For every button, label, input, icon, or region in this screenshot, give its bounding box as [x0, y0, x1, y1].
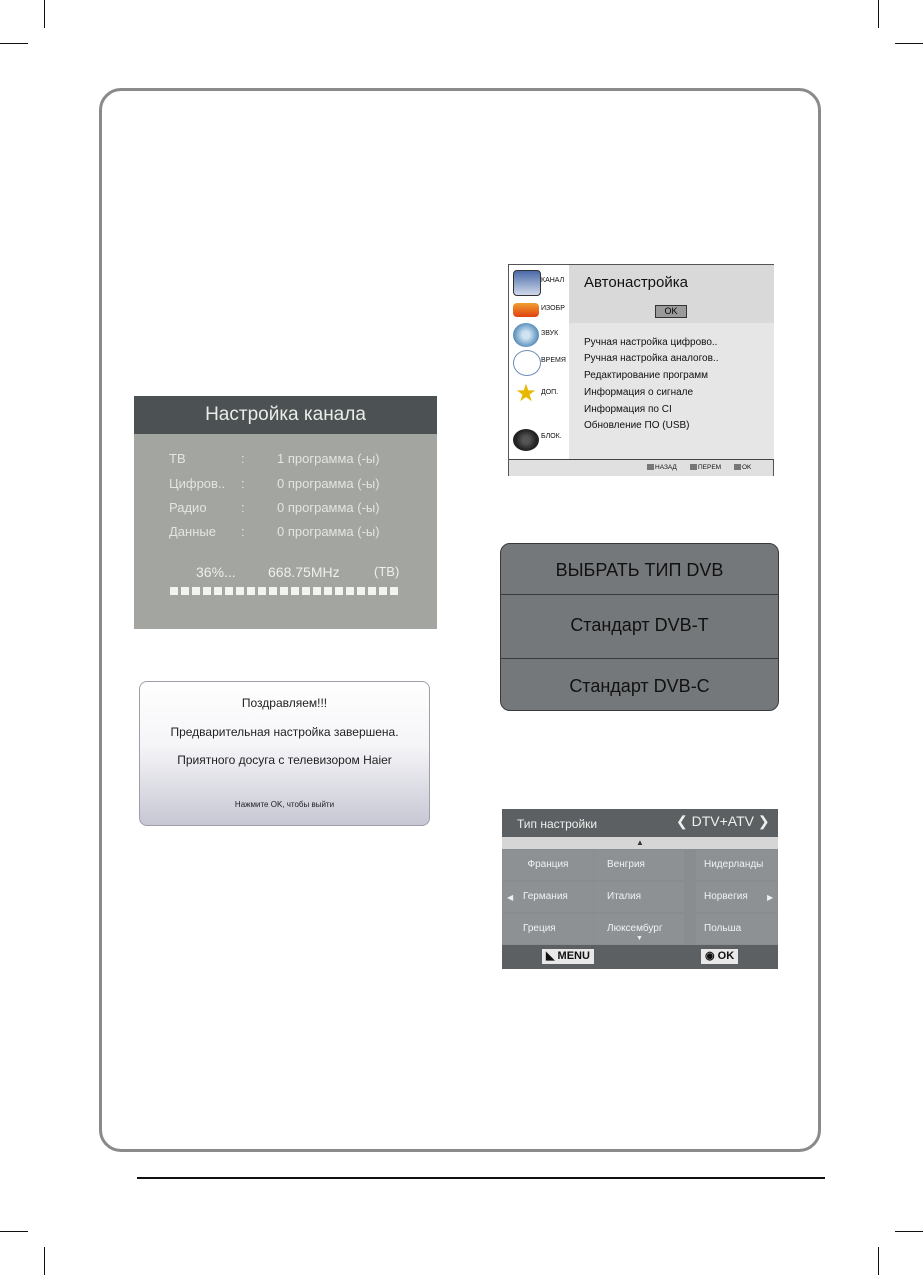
setup-complete-dialog [139, 681, 430, 826]
footer-move-label: ПЕРЕМ [698, 464, 722, 471]
progress-segment [236, 587, 244, 595]
crop-mark [878, 1247, 879, 1275]
crop-mark [0, 43, 28, 44]
move-icon [690, 464, 697, 470]
tuning-row-value: 1 программа (-ы) [277, 451, 380, 466]
progress-segment [390, 587, 398, 595]
scroll-up-icon[interactable]: ▲ [502, 837, 778, 849]
country-cell[interactable]: Люксембург [594, 914, 684, 944]
progress-segment [225, 587, 233, 595]
crop-mark [895, 1231, 923, 1232]
scroll-down-icon[interactable]: ▼ [636, 935, 643, 942]
footer-rule [137, 1177, 825, 1179]
tuning-type-selector[interactable]: ❮ DTV+ATV ❯ [676, 813, 770, 829]
dvb-type-dialog [500, 543, 779, 711]
congrats-heading: Поздравляем!!! [241, 696, 328, 710]
ok-button[interactable]: OK [655, 305, 687, 318]
menu-item-software-update[interactable]: Обновление ПО (USB) [584, 420, 690, 431]
country-cell[interactable]: Норвегия [696, 882, 777, 912]
picture-icon [513, 303, 539, 317]
divider [501, 594, 778, 595]
progress-segment [291, 587, 299, 595]
speaker-icon [513, 323, 539, 347]
progress-segment [170, 587, 178, 595]
progress-segment [313, 587, 321, 595]
footer-back-label: НАЗАД [655, 464, 677, 471]
progress-segment [280, 587, 288, 595]
menu-item-signal-info[interactable]: Информация о сигнале [584, 387, 694, 398]
footer-back [647, 464, 677, 471]
tuning-row-sep: : [241, 524, 245, 539]
progress-segment [346, 587, 354, 595]
tv-icon [513, 270, 541, 296]
tuning-type-value: DTV+ATV [691, 813, 754, 829]
congrats-wish: Приятного досуга с телевизором Haier [177, 753, 392, 767]
scroll-left-icon[interactable]: ◀ [507, 893, 514, 902]
menu-button[interactable] [542, 949, 594, 964]
tuning-row-label: ТВ [169, 451, 186, 466]
clock-icon [513, 350, 541, 376]
country-cell[interactable]: Греция [503, 914, 593, 944]
sidebar-item-label: ВРЕМЯ [541, 357, 566, 364]
crop-mark [0, 1231, 28, 1232]
tuning-row-sep: : [241, 500, 245, 515]
crop-mark [895, 43, 923, 44]
tuning-mode: (ТВ) [374, 564, 400, 579]
country-cell[interactable]: Венгрия [594, 850, 684, 880]
country-select-screen [502, 809, 778, 969]
progress-segment [203, 587, 211, 595]
tuning-row-label: Радио [169, 500, 207, 515]
country-cell[interactable]: Польша [696, 914, 777, 944]
country-cell[interactable]: Франция [503, 850, 593, 880]
progress-segment [379, 587, 387, 595]
menu-title-bar[interactable] [569, 265, 774, 302]
country-cell[interactable]: Германия [503, 882, 593, 912]
country-footer [502, 945, 778, 969]
channel-tuning-title: Настройка канала [134, 396, 437, 434]
sidebar-item-sound[interactable] [511, 320, 569, 350]
menu-item-manual-digital[interactable]: Ручная настройка цифрово.. [584, 337, 718, 348]
sidebar-item-label: БЛОК. [541, 433, 562, 440]
tuning-progress-bar [170, 587, 398, 595]
menu-item-program-edit[interactable]: Редактирование программ [584, 370, 709, 381]
tuning-row-label: Цифров.. [169, 476, 226, 491]
star-icon: ★ [515, 380, 537, 407]
progress-segment [324, 587, 332, 595]
progress-segment [247, 587, 255, 595]
footer-ok-label: OK [742, 464, 752, 471]
tuning-row-value: 0 программа (-ы) [277, 500, 380, 515]
ok-icon: ◉ [705, 950, 715, 962]
crop-mark [44, 0, 45, 28]
country-cell[interactable]: Италия [594, 882, 684, 912]
divider [501, 658, 778, 659]
progress-segment [181, 587, 189, 595]
tuning-row-sep: : [241, 451, 245, 466]
tuning-row-sep: : [241, 476, 245, 491]
progress-segment [258, 587, 266, 595]
sidebar-item-label: ЗВУК [541, 330, 559, 337]
menu-footer [509, 459, 773, 476]
auto-tuning-title: Автонастройка [584, 274, 688, 291]
tuning-type-header [502, 809, 778, 837]
crop-mark [878, 0, 879, 28]
tuning-row-value: 0 программа (-ы) [277, 476, 380, 491]
congrats-message: Предварительная настройка завершена. [170, 725, 399, 739]
ok-button-label: OK [717, 950, 735, 962]
lock-icon [513, 429, 539, 451]
tuning-row-label: Данные [169, 524, 216, 539]
channel-tuning-panel [134, 396, 437, 629]
dvb-option-dvb-c[interactable]: Стандарт DVB-C [569, 676, 710, 696]
country-cell[interactable]: Нидерланды [696, 850, 777, 880]
dvb-option-dvb-t[interactable]: Стандарт DVB-T [570, 615, 709, 635]
ok-button[interactable] [701, 949, 738, 964]
dvb-title: ВЫБРАТЬ ТИП DVB [555, 560, 724, 580]
country-grid [502, 849, 778, 945]
back-icon [647, 464, 654, 470]
crop-mark [44, 1247, 45, 1275]
progress-segment [214, 587, 222, 595]
menu-item-ci-info[interactable]: Информация по CI [584, 404, 672, 415]
footer-ok [734, 464, 751, 471]
sidebar-item-label: КАНАЛ [541, 277, 565, 284]
progress-segment [335, 587, 343, 595]
sidebar-item-label: ИЗОБР [541, 305, 565, 312]
tuning-type-title: Тип настройки [517, 817, 598, 831]
menu-icon: ◣ [546, 950, 555, 962]
tuning-row-value: 0 программа (-ы) [277, 524, 380, 539]
footer-move [690, 464, 721, 471]
progress-segment [302, 587, 310, 595]
channel-menu-screen [508, 264, 774, 476]
progress-segment [357, 587, 365, 595]
sidebar-item-label: ДОП. [541, 389, 559, 396]
menu-sidebar [509, 265, 570, 459]
progress-segment [269, 587, 277, 595]
sidebar-item-extra[interactable] [511, 379, 569, 409]
sidebar-item-time[interactable] [511, 347, 569, 377]
congrats-hint: Нажмите OK, чтобы выйти [234, 800, 335, 809]
tuning-frequency: 668.75MHz [268, 564, 340, 580]
menu-button-label: MENU [557, 950, 590, 962]
scroll-right-icon[interactable]: ▶ [767, 893, 774, 902]
tuning-progress-text: 36%... [196, 564, 236, 580]
sidebar-item-lock[interactable] [511, 423, 569, 453]
menu-item-manual-analog[interactable]: Ручная настройка аналогов.. [584, 353, 719, 364]
sidebar-item-channel[interactable] [511, 267, 569, 297]
progress-segment [368, 587, 376, 595]
menu-ok-bar [569, 301, 774, 324]
menu-items-list [569, 323, 774, 459]
ok-icon [734, 464, 741, 470]
progress-segment [192, 587, 200, 595]
